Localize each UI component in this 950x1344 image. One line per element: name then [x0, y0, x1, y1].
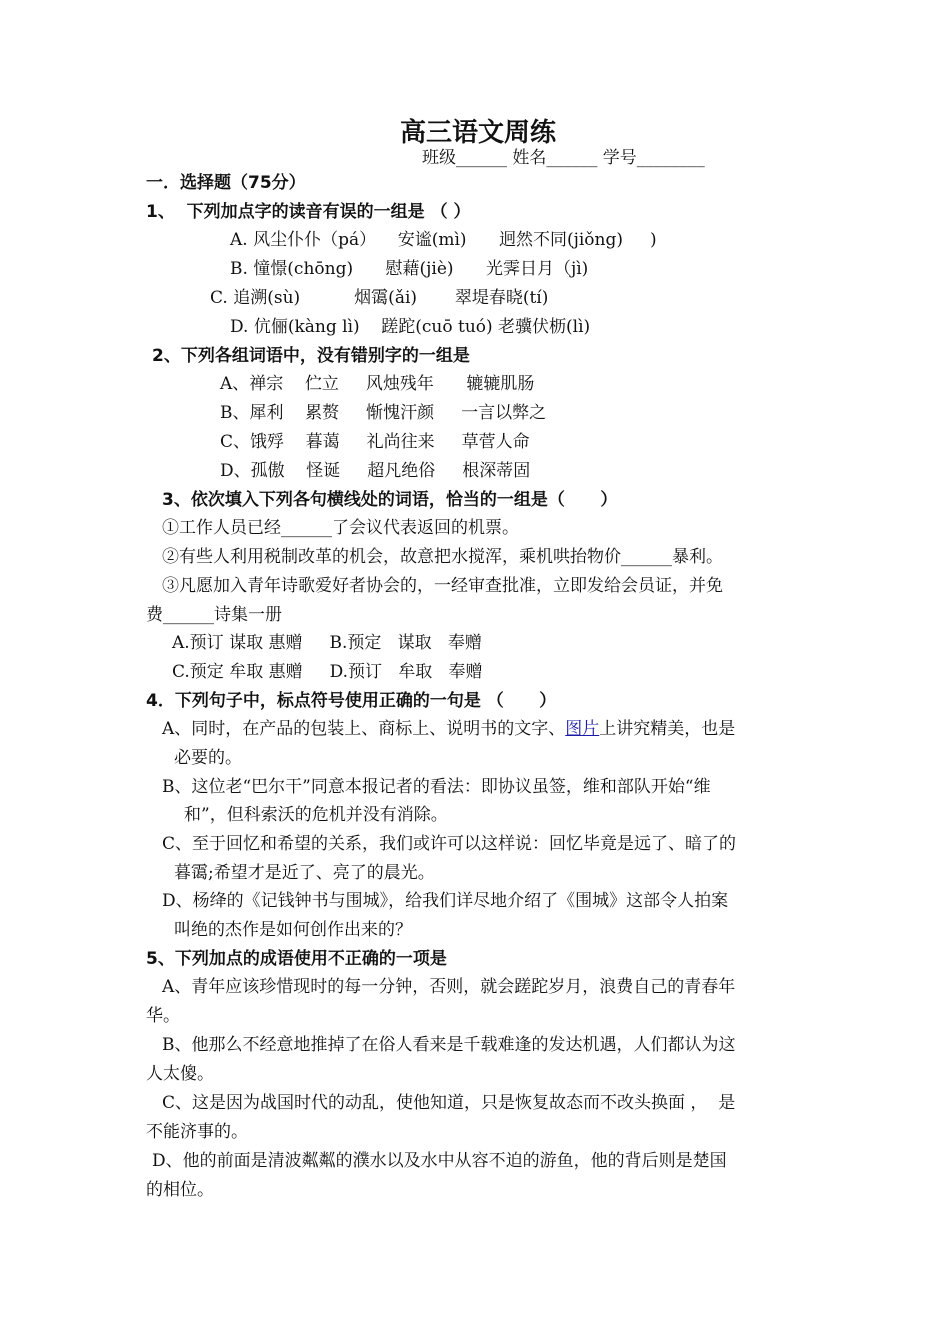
question-5-option-d: D、他的前面是清波粼粼的濮水以及水中从容不迫的游鱼，他的背后则是楚国	[152, 1151, 727, 1171]
question-3-sentence-2: ②有些人利用税制改革的机会，故意把水搅浑，乘机哄抬物价______暴利。	[162, 547, 723, 567]
question-5-option-a: A、青年应该珍惜现时的每一分钟，否则，就会蹉跎岁月，浪费自己的青春年	[162, 977, 736, 997]
question-4-stem: 4．下列句子中，标点符号使用正确的一句是 （ ）	[146, 691, 557, 711]
question-3-options-ab: A.预订 谋取 惠赠 B.预定 谋取 奉赠	[172, 633, 482, 653]
question-3-sentence-3-cont: 费______诗集一册	[146, 605, 282, 625]
question-5-option-c-cont: 不能济事的。	[146, 1122, 248, 1142]
question-4-option-a-text-cont: 上讲究精美，也是	[599, 719, 736, 739]
question-5-option-a-cont: 华。	[146, 1006, 180, 1026]
question-4-option-c: C、至于回忆和希望的关系，我们或许可以这样说：回忆毕竟是远了、暗了的	[162, 834, 737, 854]
question-3-options-cd: C.预定 牟取 惠赠 D.预订 牟取 奉赠	[172, 662, 483, 682]
question-4-option-a	[162, 717, 735, 741]
question-5-option-b: B、他那么不经意地推掉了在俗人看来是千载难逢的发达机遇，人们都认为这	[162, 1035, 736, 1055]
question-1-stem: 1、 下列加点字的读音有误的一组是 （ ）	[146, 202, 471, 222]
question-1-option-b: B. 憧憬(chōng) 慰藉(jiè) 光霁日月（jì)	[230, 259, 589, 279]
question-4-option-a-text: A、同时，在产品的包装上、商标上、说明书的文字、	[162, 719, 566, 739]
picture-link[interactable]: 图片	[565, 719, 600, 739]
section-heading: 一．选择题（75分）	[146, 173, 306, 193]
question-2-option-a: A、禅宗 伫立 风烛残年 辘辘肌肠	[220, 374, 535, 394]
question-2-option-c: C、饿殍 暮蔼 礼尚往来 草菅人命	[220, 432, 530, 452]
question-1-option-c: C. 追溯(sù) 烟霭(ǎi) 翠堤春晓(tí)	[210, 288, 549, 308]
question-5-stem: 5、下列加点的成语使用不正确的一项是	[146, 949, 447, 969]
question-1-option-d: D. 伉俪(kàng lì) 蹉跎(cuō tuó) 老骥伏枥(lì)	[230, 317, 591, 337]
question-4-option-b-cont: 和”，但科索沃的危机并没有消除。	[184, 805, 448, 825]
question-4-option-b: B、这位老“巴尔干”同意本报记者的看法：即协议虽签，维和部队开始“维	[162, 777, 711, 797]
question-2-option-b: B、犀利 累赘 惭愧汗颜 一言以弊之	[220, 403, 547, 423]
student-info: 班级______ 姓名______ 学号________	[422, 148, 705, 168]
question-3-stem: 3、依次填入下列各句横线处的词语，恰当的一组是（ ）	[162, 490, 618, 510]
question-5-option-c: C、这是因为战国时代的动乱，使他知道，只是恢复故态而不改头换面 ， 是	[162, 1093, 736, 1113]
question-4-option-a-cont: 必要的。	[174, 748, 242, 768]
question-5-option-b-cont: 人太傻。	[146, 1064, 214, 1084]
question-4-option-d: D、杨绛的《记钱钟书与围城》，给我们详尽地介绍了《围城》这部令人拍案	[162, 891, 729, 911]
question-4-option-c-cont: 暮霭;希望才是近了、亮了的晨光。	[174, 863, 435, 883]
question-3-sentence-1: ①工作人员已经______了会议代表返回的机票。	[162, 518, 519, 538]
question-2-option-d: D、孤傲 怪诞 超凡绝俗 根深蒂固	[220, 461, 531, 481]
page-title: 高三语文周练	[400, 118, 557, 148]
question-1-option-a: A. 风尘仆仆（pá） 安谧(mì) 迥然不同(jiǒng) )	[230, 230, 657, 250]
question-3-sentence-3: ③凡愿加入青年诗歌爱好者协会的，一经审查批准，立即发给会员证，并免	[162, 576, 723, 596]
question-4-option-d-cont: 叫绝的杰作是如何创作出来的？	[174, 920, 412, 940]
question-5-option-d-cont: 的相位。	[146, 1180, 214, 1200]
question-2-stem: 2、下列各组词语中，没有错别字的一组是	[152, 346, 470, 366]
